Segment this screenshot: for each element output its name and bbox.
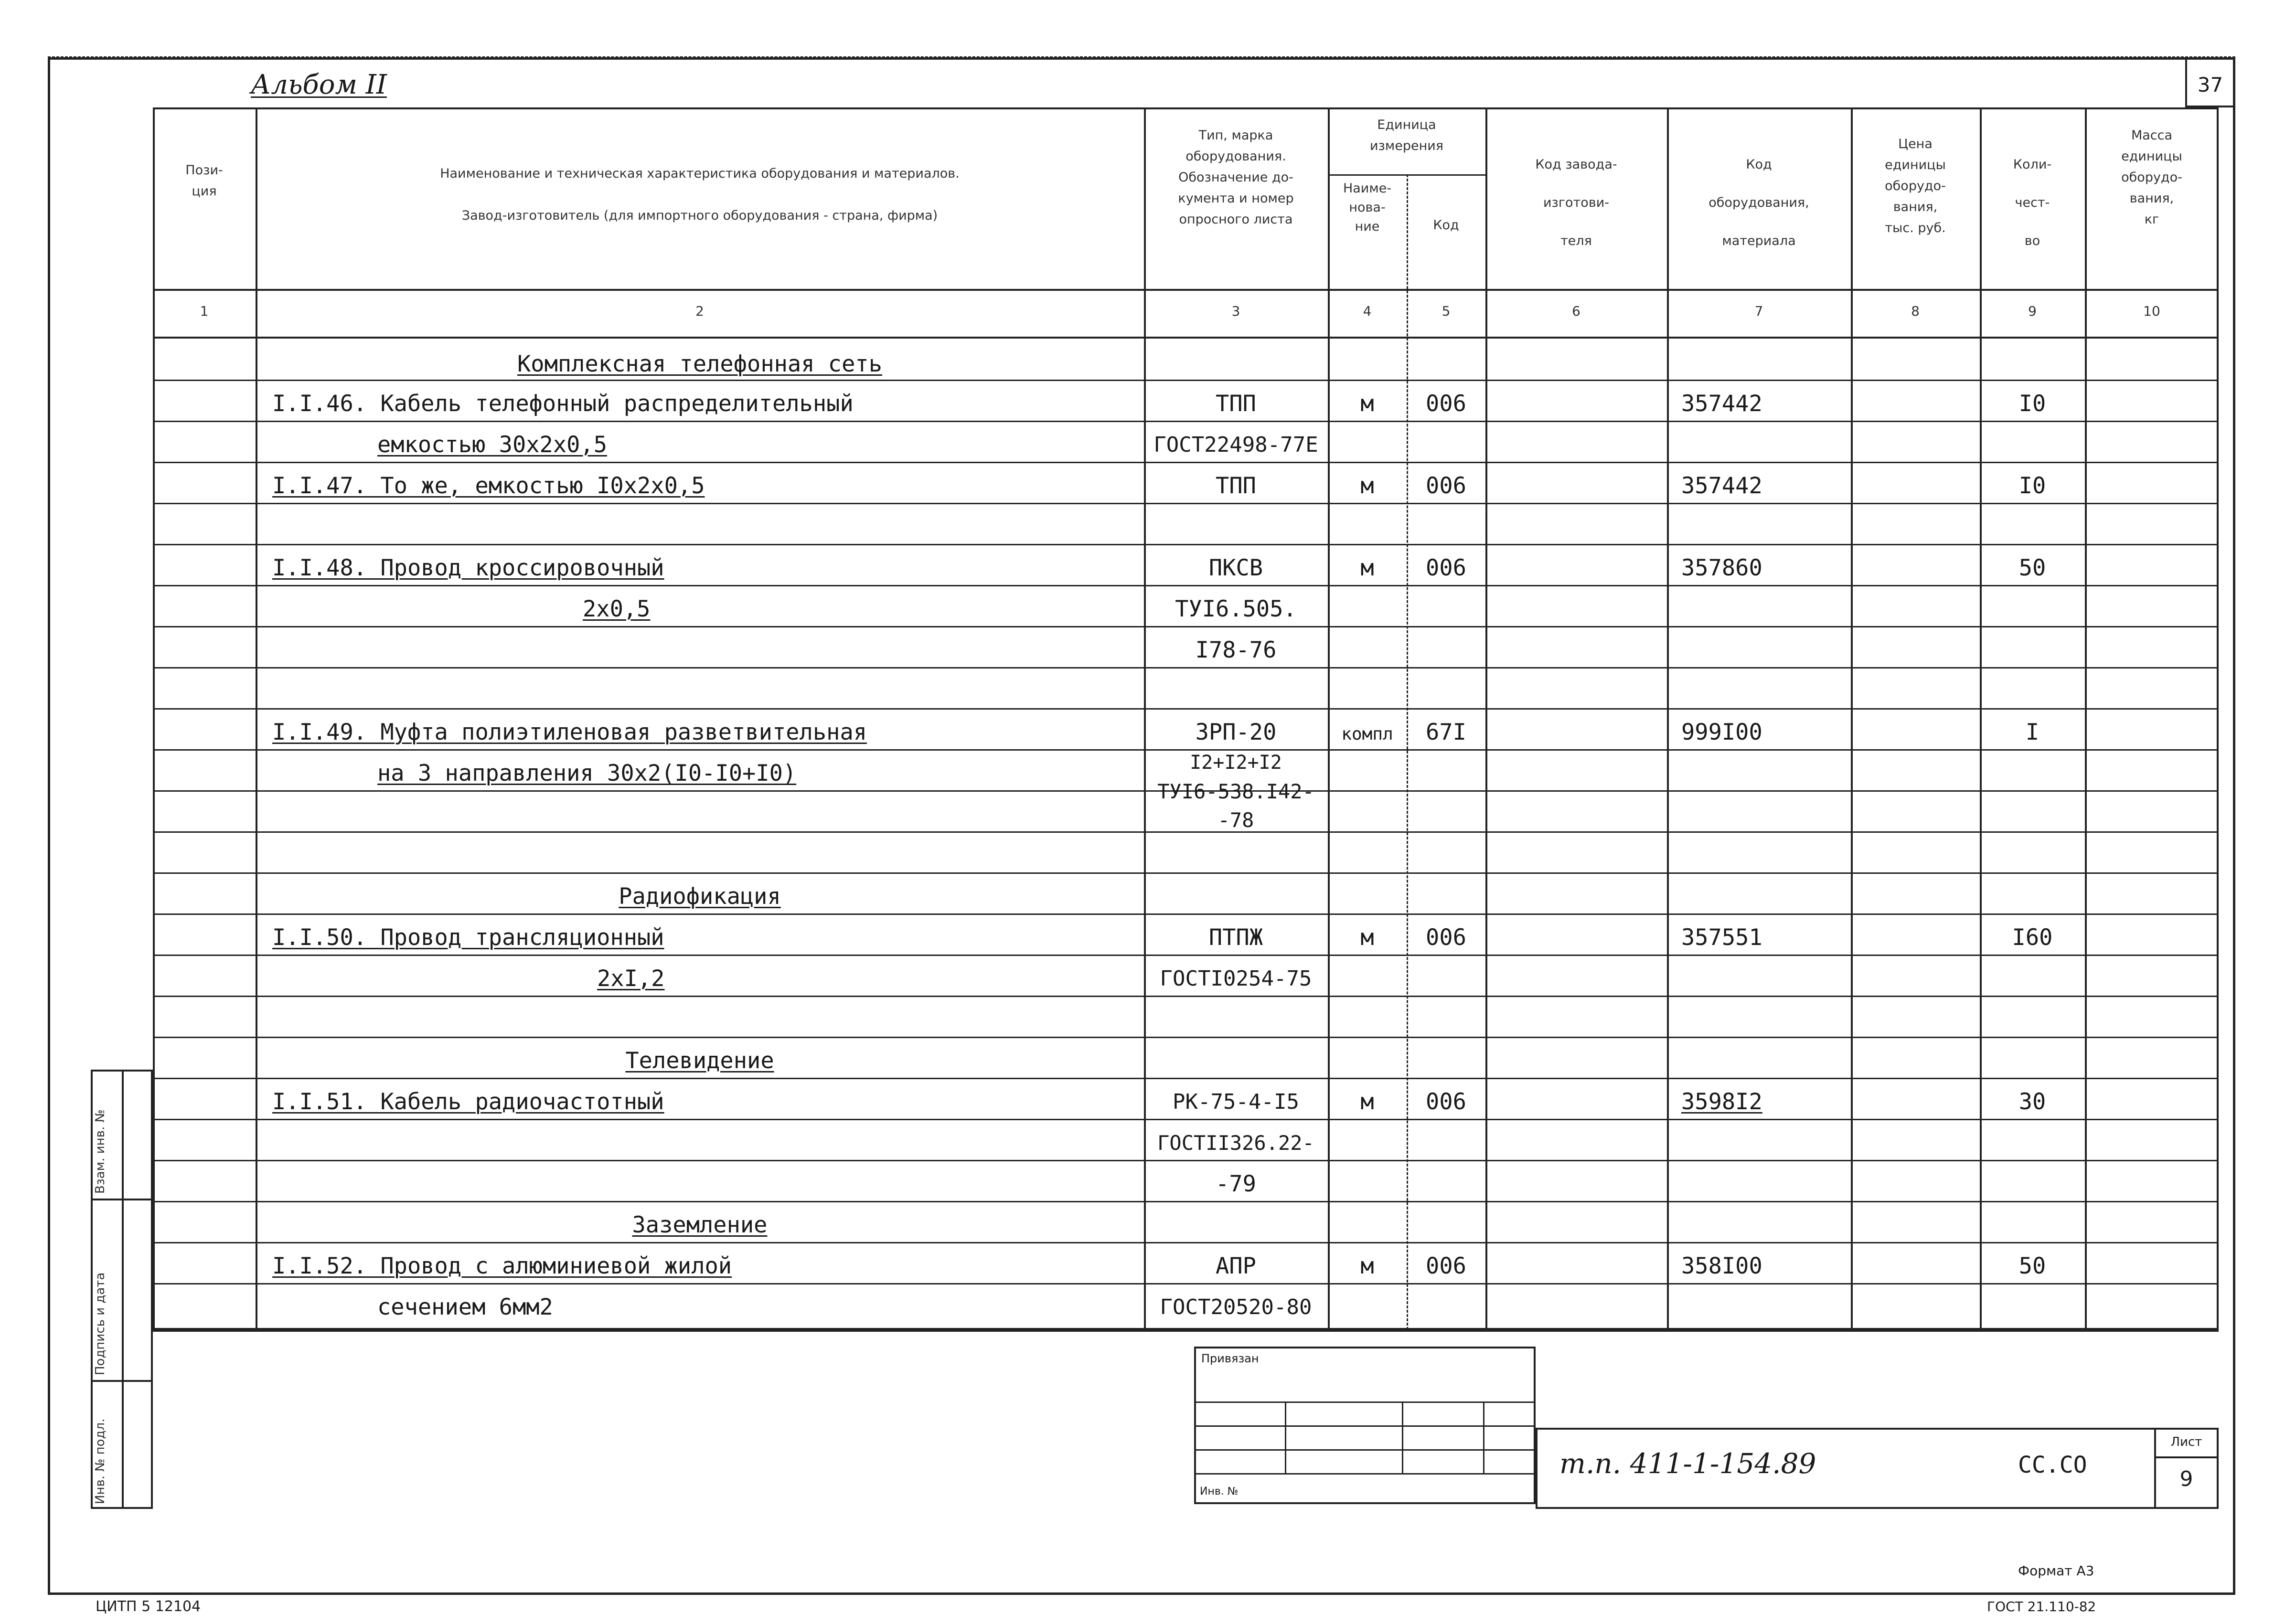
header-equip-code: Код оборудования, материала <box>1708 157 1809 248</box>
row-line <box>153 1037 2219 1038</box>
sheet-label: Лист <box>2170 1435 2202 1449</box>
sheet-box-line <box>2154 1456 2219 1458</box>
stamp-row <box>1194 1473 1536 1475</box>
item-type: РК-75-4-I5 <box>1173 1090 1299 1114</box>
section-title: Радиофикация <box>619 883 781 910</box>
item-qty: I0 <box>2018 391 2046 417</box>
item-name-cont: 2х0,5 <box>583 596 651 622</box>
header-bottom-line <box>153 289 2219 291</box>
item-qty: I0 <box>2018 473 2046 499</box>
item-equip-code: 999I00 <box>1681 719 1762 745</box>
row-line <box>153 955 2219 956</box>
item-name-cont: емкостью 30х2х0,5 <box>377 432 608 458</box>
item-unit: м <box>1360 924 1374 951</box>
row-line <box>153 626 2219 627</box>
side-label-inv-orig: Инв. № подл. <box>93 1418 107 1504</box>
item-type: ТПП <box>1216 473 1256 499</box>
row-line <box>153 380 2219 381</box>
row-line <box>153 503 2219 504</box>
item-doc: ГОСТ20520-80 <box>1160 1295 1312 1319</box>
item-qty: 30 <box>2018 1089 2046 1115</box>
row-line <box>153 708 2219 710</box>
item-type: АПР <box>1216 1253 1256 1279</box>
item-qty: 50 <box>2018 1253 2046 1279</box>
item-doc: ГОСТ22498-77Е <box>1153 433 1318 457</box>
item-unit: компл <box>1341 724 1393 744</box>
col-divider-6 <box>1667 107 1669 1330</box>
header-unit-name: Наиме- нова- ние <box>1343 181 1392 234</box>
standard-label: ГОСТ 21.110-82 <box>1987 1599 2096 1614</box>
item-doc: ТУI6-538.I42- <box>1157 780 1314 803</box>
item-unit-code: 67I <box>1426 719 1466 745</box>
item-equip-code: 357551 <box>1681 924 1762 951</box>
col-divider-3 <box>1328 107 1330 1330</box>
doc-code: СС.СО <box>2018 1452 2087 1478</box>
section-title: Заземление <box>632 1212 768 1238</box>
sheet-number: 9 <box>2179 1467 2193 1491</box>
item-unit: м <box>1360 391 1374 417</box>
item-doc: ГОСТI0254-75 <box>1160 966 1312 991</box>
colnum-8: 8 <box>1911 303 1920 319</box>
item-qty: I <box>2025 719 2039 745</box>
item-unit: м <box>1360 1253 1374 1279</box>
item-type: ПТПЖ <box>1208 924 1263 951</box>
item-equip-code: 357442 <box>1681 473 1762 499</box>
item-name: I.I.46. Кабель телефонный распределительный <box>272 391 854 417</box>
header-pos: Пози- ция <box>185 163 223 199</box>
stamp-inv: Инв. № <box>1200 1486 1239 1497</box>
col-divider-1 <box>256 107 257 1330</box>
item-qty: I60 <box>2012 924 2053 951</box>
colnum-10: 10 <box>2143 303 2160 319</box>
item-name: I.I.50. Провод трансляционный <box>272 924 664 951</box>
item-doc: -78 <box>1217 808 1254 832</box>
item-doc: I78-76 <box>1195 637 1277 663</box>
col-divider-4 <box>1407 174 1408 1330</box>
item-unit-code: 006 <box>1426 1253 1466 1279</box>
item-name: I.I.48. Провод кроссировочный <box>272 555 664 581</box>
printer-label: ЦИТП 5 12104 <box>96 1598 201 1615</box>
project-code: т.п. 411-1-154.89 <box>1559 1447 1816 1480</box>
item-name: I.I.47. То же, емкостью I0х2х0,5 <box>272 473 705 499</box>
item-equip-code: 357860 <box>1681 555 1762 581</box>
item-unit-code: 006 <box>1426 924 1466 951</box>
row-line <box>153 585 2219 586</box>
stamp-col <box>1402 1401 1403 1473</box>
row-line <box>153 1201 2219 1202</box>
colnum-9: 9 <box>2028 303 2037 319</box>
section-title: Телевидение <box>625 1048 774 1074</box>
item-name: I.I.52. Провод с алюминиевой жилой <box>272 1253 732 1279</box>
page-number: 37 <box>2197 73 2223 96</box>
colnum-3: 3 <box>1231 303 1240 319</box>
side-label-sign-date: Подпись и дата <box>93 1272 107 1375</box>
row-line <box>153 462 2219 463</box>
item-unit: м <box>1360 473 1374 499</box>
row-line <box>153 1078 2219 1079</box>
header-type: Тип, марка оборудования. Обозначение до- кумента и номер опросного листа <box>1178 128 1294 227</box>
col-divider-8 <box>1980 107 1982 1330</box>
item-qty: 50 <box>2018 555 2046 581</box>
row-line <box>153 1160 2219 1161</box>
format-label: Формат А3 <box>2018 1563 2094 1579</box>
item-doc: -79 <box>1216 1171 1256 1197</box>
item-type: ПКСВ <box>1208 555 1263 581</box>
row-line <box>153 913 2219 915</box>
side-strip-row <box>91 1380 153 1382</box>
item-unit: м <box>1360 1089 1374 1115</box>
row-line <box>153 421 2219 422</box>
colnum-6: 6 <box>1572 303 1580 319</box>
item-type: ТПП <box>1216 391 1256 417</box>
col-divider-9 <box>2085 107 2087 1330</box>
item-unit-code: 006 <box>1426 473 1466 499</box>
side-label-replace-inv: Взам. инв. № <box>93 1109 107 1194</box>
item-name: I.I.49. Муфта полиэтиленовая разветвительная <box>272 719 867 745</box>
row-line <box>153 872 2219 874</box>
item-doc: ТУI6.505. <box>1175 596 1297 622</box>
item-unit: м <box>1360 555 1374 581</box>
item-name-cont: 2хI,2 <box>597 966 665 992</box>
section-title: Комплексная телефонная сеть <box>517 351 882 377</box>
colnum-2: 2 <box>695 303 704 319</box>
title-block-top <box>153 1330 2219 1332</box>
colnum-4: 4 <box>1363 303 1372 319</box>
top-trim-line <box>48 56 2235 58</box>
header-qty: Коли- чест- во <box>2013 157 2052 248</box>
item-doc: I2+I2+I2 <box>1190 752 1282 774</box>
item-equip-code: 358I00 <box>1681 1253 1762 1279</box>
colnum-5: 5 <box>1441 303 1451 319</box>
row-line <box>153 1242 2219 1243</box>
header-maker-code: Код завода- изготови- теля <box>1535 157 1617 248</box>
row-line <box>153 544 2219 545</box>
item-unit-code: 006 <box>1426 391 1466 417</box>
item-equip-code: 3598I2 <box>1681 1089 1762 1115</box>
item-unit-code: 006 <box>1426 555 1466 581</box>
row-line <box>153 749 2219 751</box>
unit-group-line <box>1328 174 1485 176</box>
item-name-cont: на 3 направления 30х2(I0-I0+I0) <box>377 760 797 786</box>
item-equip-code: 357442 <box>1681 391 1762 417</box>
album-label: Альбом II <box>251 69 387 100</box>
stamp-col <box>1285 1401 1286 1473</box>
item-name: I.I.51. Кабель радиочастотный <box>272 1089 664 1115</box>
column-number-line <box>153 337 2219 339</box>
side-strip-row <box>91 1199 153 1200</box>
colnum-1: 1 <box>200 303 209 319</box>
side-strip-divider <box>122 1070 124 1509</box>
col-divider-5 <box>1485 107 1487 1330</box>
item-doc: ГОСТII326.22- <box>1157 1131 1314 1155</box>
header-price: Цена единицы оборудо- вания, тыс. руб. <box>1885 137 1946 235</box>
col-divider-7 <box>1851 107 1853 1330</box>
header-unit-code: Код <box>1433 218 1459 233</box>
header-unit-group: Единица измерения <box>1369 117 1444 153</box>
item-type: ЗРП-20 <box>1195 719 1277 745</box>
item-unit-code: 006 <box>1426 1089 1466 1115</box>
row-line <box>153 996 2219 997</box>
item-name-cont: сечением 6мм2 <box>377 1294 553 1320</box>
stamp-col <box>1483 1401 1484 1473</box>
row-line <box>153 1283 2219 1284</box>
header-mass: Масса единицы оборудо- вания, кг <box>2121 128 2182 227</box>
row-line <box>153 1119 2219 1120</box>
colnum-7: 7 <box>1754 303 1763 319</box>
row-line <box>153 667 2219 669</box>
header-name: Наименование и техническая характеристика оборудования и материалов. Завод-изготовитель (для импортного оборудования - страна, фирма) <box>440 166 960 223</box>
stamp-label: Привязан <box>1201 1352 1259 1365</box>
